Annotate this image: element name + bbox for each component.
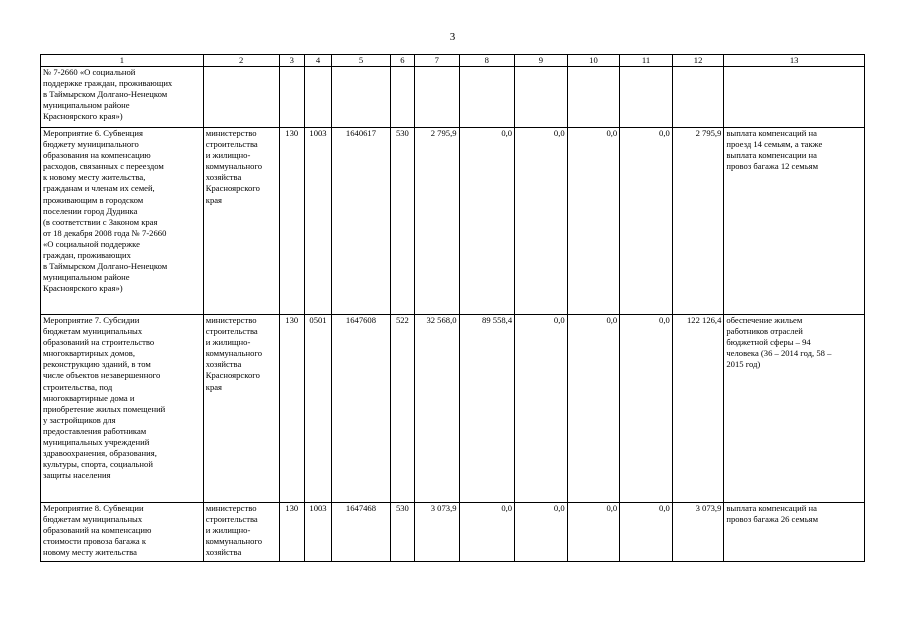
code-cell: 1003: [304, 128, 331, 315]
code-cell: 522: [390, 315, 414, 503]
value-cell: [515, 67, 568, 128]
header-row: [41, 55, 865, 67]
measure-cell: Мероприятие 6. Субвенция бюджету муниципального образования на компенсацию расходов, связанных с переездом к новому месту жительства, гражданам и членам их семей, проживающим в городском поселении город Дудинка (в соответствии с Законом края от 18 декабря 2008 года № 7-2660 «О социальной поддержке граждан, проживающих в Таймырском Долгано-Ненецком муниципальном районе Красноярского края»): [41, 128, 204, 315]
agency-cell: [203, 67, 279, 128]
value-cell: 0,0: [515, 315, 568, 503]
value-cell: 89 558,4: [459, 315, 515, 503]
code-cell: [332, 67, 391, 128]
total-cell: 122 126,4: [672, 315, 724, 503]
code-cell: 530: [390, 128, 414, 315]
measure-cell: Мероприятие 8. Субвенции бюджетам муниципальных образований на компенсацию стоимости провоза багажа к новому месту жительства: [41, 503, 204, 562]
agency-cell: министерство строительства и жилищно- коммунального хозяйства Красноярского края: [203, 315, 279, 503]
agency-cell: министерство строительства и жилищно- коммунального хозяйства Красноярского края: [203, 128, 279, 315]
column-header: 12: [672, 55, 724, 67]
value-cell: 0,0: [620, 315, 673, 503]
table-row: [41, 315, 865, 503]
code-cell: 1647608: [332, 315, 391, 503]
value-cell: 0,0: [620, 128, 673, 315]
measure-cell: № 7-2660 «О социальной поддержке граждан, проживающих в Таймырском Долгано-Ненецком муниципальном районе Красноярского края»): [41, 67, 204, 128]
value-cell: 0,0: [567, 128, 620, 315]
value-cell: 32 568,0: [415, 315, 459, 503]
result-cell: [724, 67, 865, 128]
value-cell: 0,0: [515, 503, 568, 562]
budget-table: [40, 54, 865, 562]
value-cell: 3 073,9: [415, 503, 459, 562]
code-cell: 0501: [304, 315, 331, 503]
column-header: 4: [304, 55, 331, 67]
value-cell: 0,0: [459, 128, 515, 315]
result-cell: выплата компенсаций на провоз багажа 26 семьям: [724, 503, 865, 562]
column-header: 1: [41, 55, 204, 67]
code-cell: 1640617: [332, 128, 391, 315]
value-cell: [459, 67, 515, 128]
value-cell: [620, 67, 673, 128]
code-cell: 130: [279, 128, 304, 315]
column-header: 11: [620, 55, 673, 67]
column-header: 5: [332, 55, 391, 67]
agency-cell: министерство строительства и жилищно- коммунального хозяйства: [203, 503, 279, 562]
measure-cell: Мероприятие 7. Субсидии бюджетам муниципальных образований на строительство многоквартирных домов, реконструкцию зданий, в том числе объектов незавершенного строительства, под многоквартирные дома и приобретение жилых помещений у застройщиков для предоставления работникам муниципальных учреждений здравоохранения, образования, культуры, спорта, социальной защиты населения: [41, 315, 204, 503]
result-cell: обеспечение жильем работников отраслей бюджетной сферы – 94 человека (36 – 2014 год, 58 – 2015 год): [724, 315, 865, 503]
table-row: [41, 67, 865, 128]
code-cell: [279, 67, 304, 128]
value-cell: 0,0: [459, 503, 515, 562]
column-header: 6: [390, 55, 414, 67]
code-cell: [390, 67, 414, 128]
code-cell: 130: [279, 503, 304, 562]
code-cell: 1647468: [332, 503, 391, 562]
column-header: 2: [203, 55, 279, 67]
total-cell: [672, 67, 724, 128]
code-cell: [304, 67, 331, 128]
column-header: 10: [567, 55, 620, 67]
result-cell: выплата компенсаций на проезд 14 семьям, а также выплата компенсации на провоз багажа 12 семьям: [724, 128, 865, 315]
column-header: 3: [279, 55, 304, 67]
value-cell: 0,0: [567, 315, 620, 503]
code-cell: 1003: [304, 503, 331, 562]
column-header: 13: [724, 55, 865, 67]
value-cell: [567, 67, 620, 128]
code-cell: 130: [279, 315, 304, 503]
column-header: 9: [515, 55, 568, 67]
column-header: 8: [459, 55, 515, 67]
value-cell: 0,0: [515, 128, 568, 315]
column-header: 7: [415, 55, 459, 67]
value-cell: 2 795,9: [415, 128, 459, 315]
page-number: 3: [449, 31, 456, 43]
value-cell: 0,0: [620, 503, 673, 562]
value-cell: [415, 67, 459, 128]
value-cell: 0,0: [567, 503, 620, 562]
table-row: [41, 503, 865, 562]
total-cell: 3 073,9: [672, 503, 724, 562]
total-cell: 2 795,9: [672, 128, 724, 315]
table-row: [41, 128, 865, 315]
code-cell: 530: [390, 503, 414, 562]
